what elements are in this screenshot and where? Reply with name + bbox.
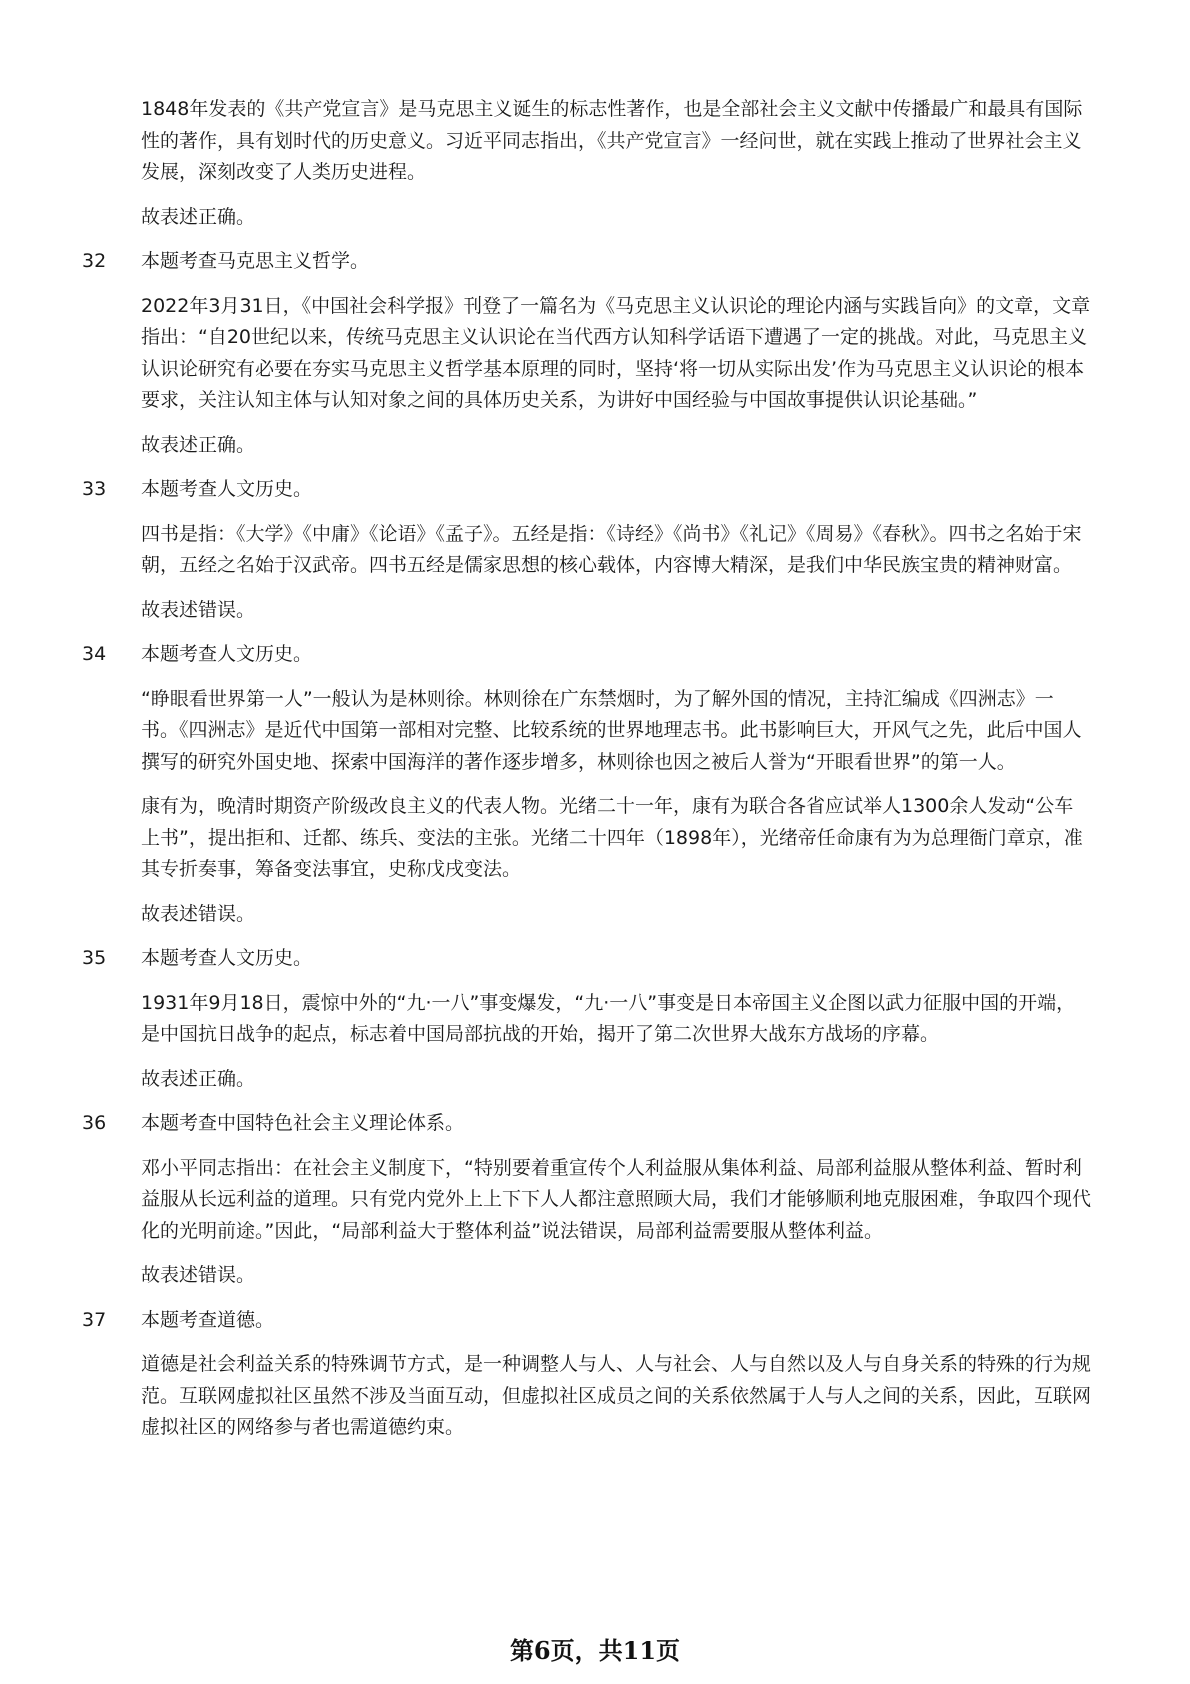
question-number: 32	[82, 250, 107, 272]
explanation-paragraph: 1931年9月18日，震惊中外的“九·一八”事变爆发，“九·一八”事变是日本帝国主义企图以武力征服中国的开端，是中国抗日战争的起点，标志着中国局部抗战的开始，揭开了第二次世界大战东方战场的序幕。	[141, 991, 1076, 1045]
question-number: 33	[82, 478, 107, 500]
explanation-paragraph: 康有为，晚清时期资产阶级改良主义的代表人物。光绪二十一年，康有为联合各省应试举人1300余人发动“公车上书”，提出拒和、迁都、练兵、变法的主张。光绪二十四年（1898年），光绪帝任命康有为为总理衙门章京，准其专折奏事，筹备变法事宜，史称戊戌变法。	[141, 795, 1083, 880]
explanation-paragraph: 2022年3月31日，《中国社会科学报》刊登了一篇名为《马克思主义认识论的理论内涵与实践旨向》的文章，文章指出：“自20世纪以来，传统马克思主义认识论在当代西方认知科学话语下遭遇了一定的挑战。对此，马克思主义认识论研究有必要在夯实马克思主义哲学基本原理的同时，坚持‘将一切从实际出发’作为马克思主义认识论的根本要求，关注认知主体与认知对象之间的具体历史关系，为讲好中国经验与中国故事提供认识论基础。”	[141, 294, 1091, 411]
question-heading	[0, 246, 1190, 278]
question-number: 35	[82, 947, 107, 969]
page-content	[0, 94, 1190, 1457]
question-number: 37	[82, 1308, 107, 1331]
question-title: 本题考查道德。	[141, 1308, 275, 1331]
question-title: 本题考查人文历史。	[141, 478, 313, 500]
explanation-paragraph: 四书是指：《大学》《中庸》《论语》《孟子》。五经是指：《诗经》《尚书》《礼记》《周易》《春秋》。四书之名始于宋朝，五经之名始于汉武帝。四书五经是儒家思想的核心载体，内容博大精深，是我们中华民族宝贵的精神财富。	[141, 522, 1082, 576]
question-title: 本题考查人文历史。	[141, 947, 313, 969]
question-number: 36	[82, 1112, 107, 1134]
page-number-footer: 第6页，共11页	[509, 1636, 681, 1665]
question-heading	[0, 1108, 1190, 1140]
intro-verdict: 故表述正确。	[141, 205, 256, 228]
verdict-text: 故表述正确。	[141, 433, 256, 456]
question-heading	[0, 943, 1190, 975]
verdict-text: 故表述错误。	[141, 1264, 256, 1286]
explanation-paragraph: 邓小平同志指出：在社会主义制度下，“特别要着重宣传个人利益服从集体利益、局部利益服从整体利益、暂时利益服从长远利益的道理。只有党内党外上上下下人人都注意照顾大局，我们才能够顺利地克服困难，争取四个现代化的光明前途。”因此，“局部利益大于整体利益”说法错误，局部利益需要服从整体利益。	[141, 1156, 1092, 1242]
verdict-text: 故表述正确。	[141, 1067, 256, 1090]
question-heading	[0, 474, 1190, 506]
question-title: 本题考查人文历史。	[141, 643, 313, 665]
question-number: 34	[82, 643, 107, 665]
question-heading	[0, 639, 1190, 671]
verdict-text: 故表述错误。	[141, 902, 256, 925]
intro-paragraph: 1848年发表的《共产党宣言》是马克思主义诞生的标志性著作，也是全部社会主义文献中传播最广和最具有国际性的著作，具有划时代的历史意义。习近平同志指出，《共产党宣言》一经问世，就在实践上推动了世界社会主义发展，深刻改变了人类历史进程。	[141, 98, 1083, 183]
explanation-paragraph: 道德是社会利益关系的特殊调节方式，是一种调整人与人、人与社会、人与自然以及人与自身关系的特殊的行为规范。互联网虚拟社区虽然不涉及当面互动，但虚拟社区成员之间的关系依然属于人与人之间的关系，因此，互联网虚拟社区的网络参与者也需道德约束。	[141, 1353, 1092, 1438]
verdict-text: 故表述错误。	[141, 598, 256, 621]
explanation-paragraph: “睁眼看世界第一人”一般认为是林则徐。林则徐在广东禁烟时，为了解外国的情况，主持汇编成《四洲志》一书。《四洲志》是近代中国第一部相对完整、比较系统的世界地理志书。此书影响巨大，开风气之先，此后中国人撰写的研究外国史地、探索中国海洋的著作逐步增多，林则徐也因之被后人誉为“开眼看世界”的第一人。	[141, 687, 1082, 773]
question-title: 本题考查马克思主义哲学。	[141, 250, 370, 272]
question-heading	[0, 1305, 1190, 1337]
question-title: 本题考查中国特色社会主义理论体系。	[141, 1112, 465, 1134]
